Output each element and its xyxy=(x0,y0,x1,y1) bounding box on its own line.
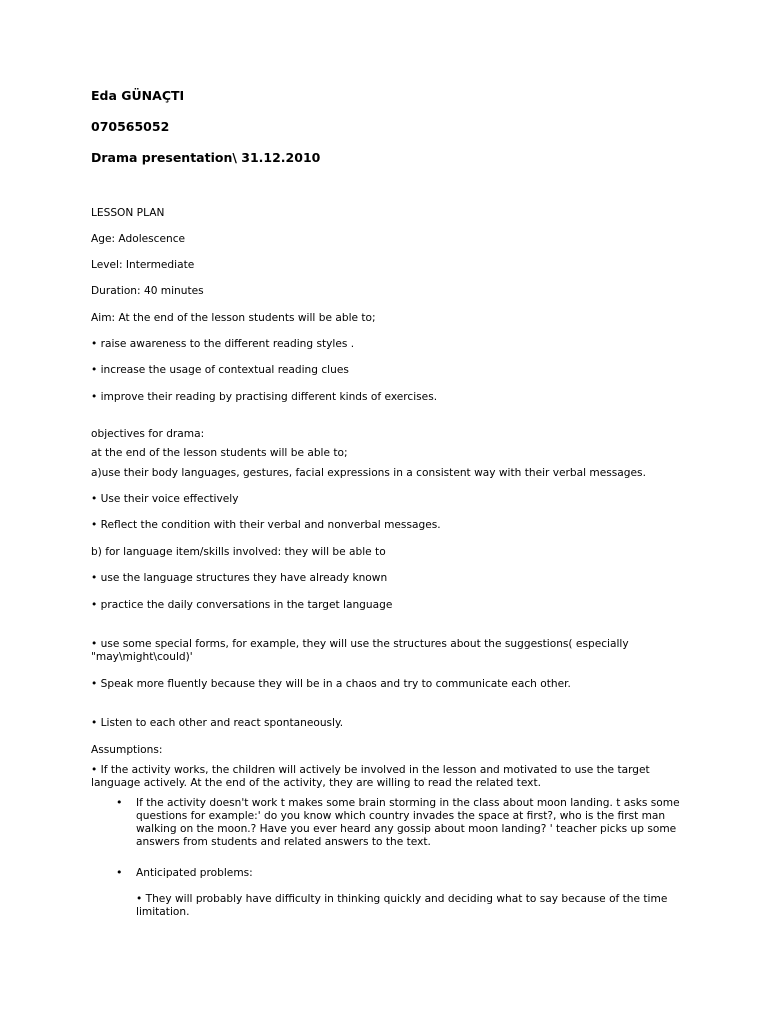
lesson-plan-title: LESSON PLAN xyxy=(91,207,165,219)
drama-intro: at the end of the lesson students will be able to; xyxy=(91,447,348,459)
objective-practice: • practice the daily conversations in the target language xyxy=(91,599,393,611)
assumptions-title: Assumptions: xyxy=(91,744,163,756)
objective-b: b) for language item/skills involved: they will be able to xyxy=(91,546,386,558)
problem-line: • They will probably have difficulty in thinking quickly and deciding what to say because of the time xyxy=(136,893,668,905)
aim-item: • raise awareness to the different reading styles . xyxy=(91,338,355,350)
objective-special-forms-cont: "may\might\could)' xyxy=(91,651,193,663)
list-bullet: • xyxy=(116,866,123,879)
author-name: Eda GÜNAÇTI xyxy=(91,88,185,103)
problem-line-cont: limitation. xyxy=(136,906,190,918)
objective-a: a)use their body languages, gestures, facial expressions in a consistent way with their verbal messages. xyxy=(91,467,646,479)
objective-voice: • Use their voice effectively xyxy=(91,493,239,505)
anticipated-problems-title: Anticipated problems: xyxy=(136,867,253,879)
fallback-plan-line: answers from students and related answers to the text. xyxy=(136,836,431,848)
age-line: Age: Adolescence xyxy=(91,233,186,245)
assumption-works: • If the activity works, the children will actively be involved in the lesson and motivated to use the target xyxy=(91,764,650,776)
fallback-plan-line: questions for example:' do you know which country invades the space at first?, who is the first man xyxy=(136,810,666,822)
fallback-plan-line: If the activity doesn't work t makes some brain storming in the class about moon landing. t asks some xyxy=(136,797,680,809)
objective-special-forms: • use some special forms, for example, they will use the structures about the suggestions( especially xyxy=(91,638,629,650)
fallback-plan-line: walking on the moon.? Have you ever heard any gossip about moon landing? ' teacher picks up some xyxy=(136,823,677,835)
level-line: Level: Intermediate xyxy=(91,259,195,271)
aim-line: Aim: At the end of the lesson students will be able to; xyxy=(91,312,376,324)
aim-item: • improve their reading by practising different kinds of exercises. xyxy=(91,391,438,403)
duration-line: Duration: 40 minutes xyxy=(91,285,204,297)
objective-structures: • use the language structures they have already known xyxy=(91,572,388,584)
student-number: 070565052 xyxy=(91,119,170,134)
objective-reflect: • Reflect the condition with their verbal and nonverbal messages. xyxy=(91,519,441,531)
presentation-title: Drama presentation\ 31.12.2010 xyxy=(91,150,321,165)
list-bullet: • xyxy=(116,796,123,809)
objective-fluent: • Speak more fluently because they will be in a chaos and try to communicate each other. xyxy=(91,678,571,690)
aim-item: • increase the usage of contextual reading clues xyxy=(91,364,349,376)
assumption-works-cont: language actively. At the end of the activity, they are willing to read the related text. xyxy=(91,777,541,789)
objective-listen: • Listen to each other and react spontaneously. xyxy=(91,717,344,729)
drama-objectives-title: objectives for drama: xyxy=(91,428,205,440)
